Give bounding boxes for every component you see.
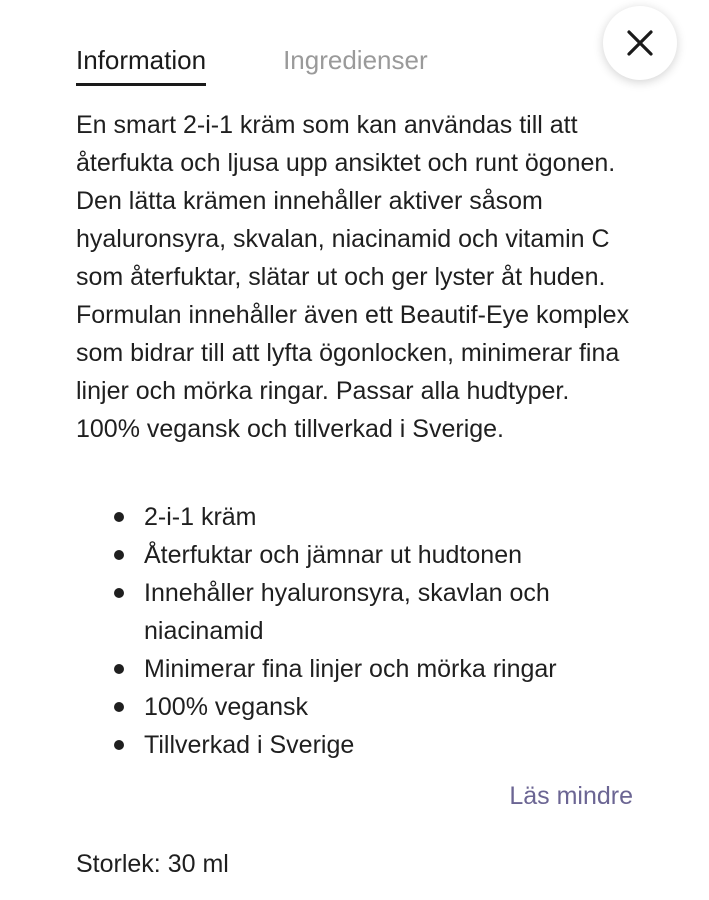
list-item (76, 574, 636, 650)
feature-text: 100% vegansk (144, 693, 309, 721)
product-description: En smart 2-i-1 kräm som kan användas till att återfukta och ljusa upp ansiktet och runt ögonen. Den lätta krämen innehåller aktiver såsom hyaluronsyra, skvalan, niacinamid och vitamin C som återfuktar, slätar ut och ger lyster åt huden. Formulan innehåller även ett Beautif-Eye komplex som bidrar till att lyfta ögonlocken, minimerar fina linjer och mörka ringar. Passar alla hudtyper. 100% vegansk och tillverkad i Sverige. (76, 111, 630, 443)
feature-text: 2-i-1 kräm (144, 503, 257, 531)
list-item (76, 498, 636, 536)
close-button[interactable] (603, 6, 677, 80)
feature-text: Minimerar fina linjer och mörka ringar (144, 655, 557, 683)
bullet-icon (114, 512, 124, 522)
product-size: Storlek: 30 ml (76, 850, 229, 878)
tab-bar (76, 44, 428, 86)
read-less-link[interactable]: Läs mindre (509, 782, 633, 810)
bullet-icon (114, 664, 124, 674)
list-item (76, 688, 636, 726)
tab-ingredients[interactable]: Ingredienser (283, 45, 428, 75)
tab-information[interactable]: Information (76, 44, 206, 86)
bullet-icon (114, 550, 124, 560)
feature-text: Tillverkad i Sverige (144, 731, 355, 759)
feature-text: Innehåller hyaluronsyra, skavlan och niacinamid (144, 579, 550, 645)
list-item (76, 536, 636, 574)
close-icon (625, 28, 655, 58)
feature-list (76, 498, 636, 764)
feature-text: Återfuktar och jämnar ut hudtonen (144, 541, 523, 569)
list-item (76, 650, 636, 688)
bullet-icon (114, 740, 124, 750)
bullet-icon (114, 702, 124, 712)
list-item (76, 726, 636, 764)
bullet-icon (114, 588, 124, 598)
